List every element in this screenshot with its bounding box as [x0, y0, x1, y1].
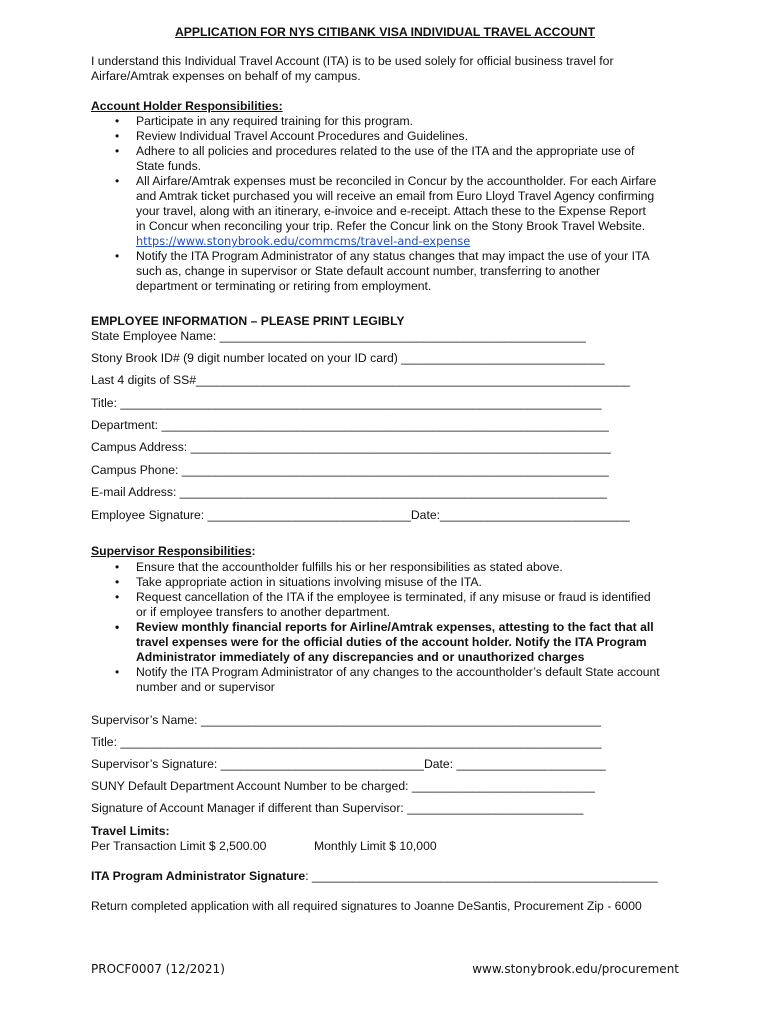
travel-website-link[interactable]: https://www.stonybrook.edu/commcms/travel-and-expense: [136, 235, 471, 248]
admin-signature-field[interactable]: ITA Program Administrator Signature: ___________________________________________________: [91, 869, 658, 883]
list-item: • All Airfare/Amtrak expenses must be reconciled in Concur by the accountholder. For each Airfare and Amtrak ticket purchased you will receive an email from Euro Lloyd Travel Agency confirming your travel, along with an itinerary, e-invoice and e-receipt. Attach these to the Expense Report in Concur when reconciling your trip. Refer the Concur link on the Stony Brook Travel Website. https://www.stonybrook.edu/commcms/travel-and-expense: [91, 174, 686, 249]
campus-phone-field[interactable]: Campus Phone: _______________________________________________________________: [91, 463, 609, 477]
account-manager-signature-field[interactable]: Signature of Account Manager if different than Supervisor: __________________________: [91, 801, 584, 815]
form-code: PROCF0007 (12/2021): [91, 962, 225, 976]
list-item: • Take appropriate action in situations involving misuse of the ITA.: [91, 575, 686, 590]
suny-account-number-field[interactable]: SUNY Default Department Account Number to be charged: ___________________________: [91, 779, 595, 793]
list-item: • Review Individual Travel Account Procedures and Guidelines.: [91, 129, 686, 144]
list-item: • Participate in any required training for this program.: [91, 114, 686, 129]
list-item: • Notify the ITA Program Administrator of any status changes that may impact the use of your ITA such as, change in supervisor or State default account number, transferring to another department or terminating or retiring from employment.: [91, 249, 686, 294]
list-item: • Request cancellation of the ITA if the employee is terminated, if any misuse or fraud is identified or if employee transfers to another department.: [91, 590, 686, 620]
list-item: • Notify the ITA Program Administrator of any changes to the accountholder’s default State account number and or supervisor: [91, 665, 686, 695]
department-field[interactable]: Department: __________________________________________________________________: [91, 418, 609, 432]
return-instructions: Return completed application with all required signatures to Joanne DeSantis, Procurement Zip - 6000: [91, 899, 642, 913]
state-employee-name-field[interactable]: State Employee Name: ______________________________________________________: [91, 329, 586, 343]
employee-signature-field[interactable]: Employee Signature: ______________________________Date:____________________________: [91, 508, 630, 522]
title-field[interactable]: Title: _______________________________________________________________________: [91, 396, 602, 410]
list-item: • Adhere to all policies and procedures related to the use of the ITA and the appropriate use of State funds.: [91, 144, 686, 174]
list-item: • Review monthly financial reports for Airline/Amtrak expenses, attesting to the fact that all travel expenses were for the official duties of the account holder. Notify the ITA Program Administrator immediately of any discrepancies and or unauthorized charges: [91, 620, 686, 665]
supervisor-signature-field[interactable]: Supervisor’s Signature: ______________________________Date: ______________________: [91, 757, 606, 771]
campus-address-field[interactable]: Campus Address: ______________________________________________________________: [91, 440, 611, 454]
supervisor-list: [91, 560, 686, 695]
email-field[interactable]: E-mail Address: _______________________________________________________________: [91, 485, 607, 499]
ssn-last4-field[interactable]: Last 4 digits of SS#________________________________________________________________: [91, 373, 630, 387]
account-holder-heading: Account Holder Responsibilities:: [91, 99, 283, 113]
intro-line-1: I understand this Individual Travel Account (ITA) is to be used solely for official business travel for: [91, 54, 614, 68]
stony-brook-id-field[interactable]: Stony Brook ID# (9 digit number located on your ID card) ______________________________: [91, 351, 605, 365]
per-transaction-limit: Per Transaction Limit $ 2,500.00: [91, 839, 267, 853]
list-item: • Ensure that the accountholder fulfills his or her responsibilities as stated above.: [91, 560, 686, 575]
monthly-limit: Monthly Limit $ 10,000: [314, 839, 437, 853]
supervisor-name-field[interactable]: Supervisor’s Name: ___________________________________________________________: [91, 713, 601, 727]
travel-limits-heading: Travel Limits:: [91, 824, 170, 838]
supervisor-heading: Supervisor Responsibilities:: [91, 544, 256, 558]
intro-line-2: Airfare/Amtrak expenses on behalf of my campus.: [91, 69, 361, 83]
form-title: APPLICATION FOR NYS CITIBANK VISA INDIVIDUAL TRAVEL ACCOUNT: [174, 25, 596, 39]
footer-url: www.stonybrook.edu/procurement: [472, 962, 679, 976]
supervisor-title-field[interactable]: Title: _______________________________________________________________________: [91, 735, 602, 749]
account-holder-list: [91, 114, 686, 294]
employee-info-heading: EMPLOYEE INFORMATION – PLEASE PRINT LEGIBLY: [91, 314, 405, 328]
